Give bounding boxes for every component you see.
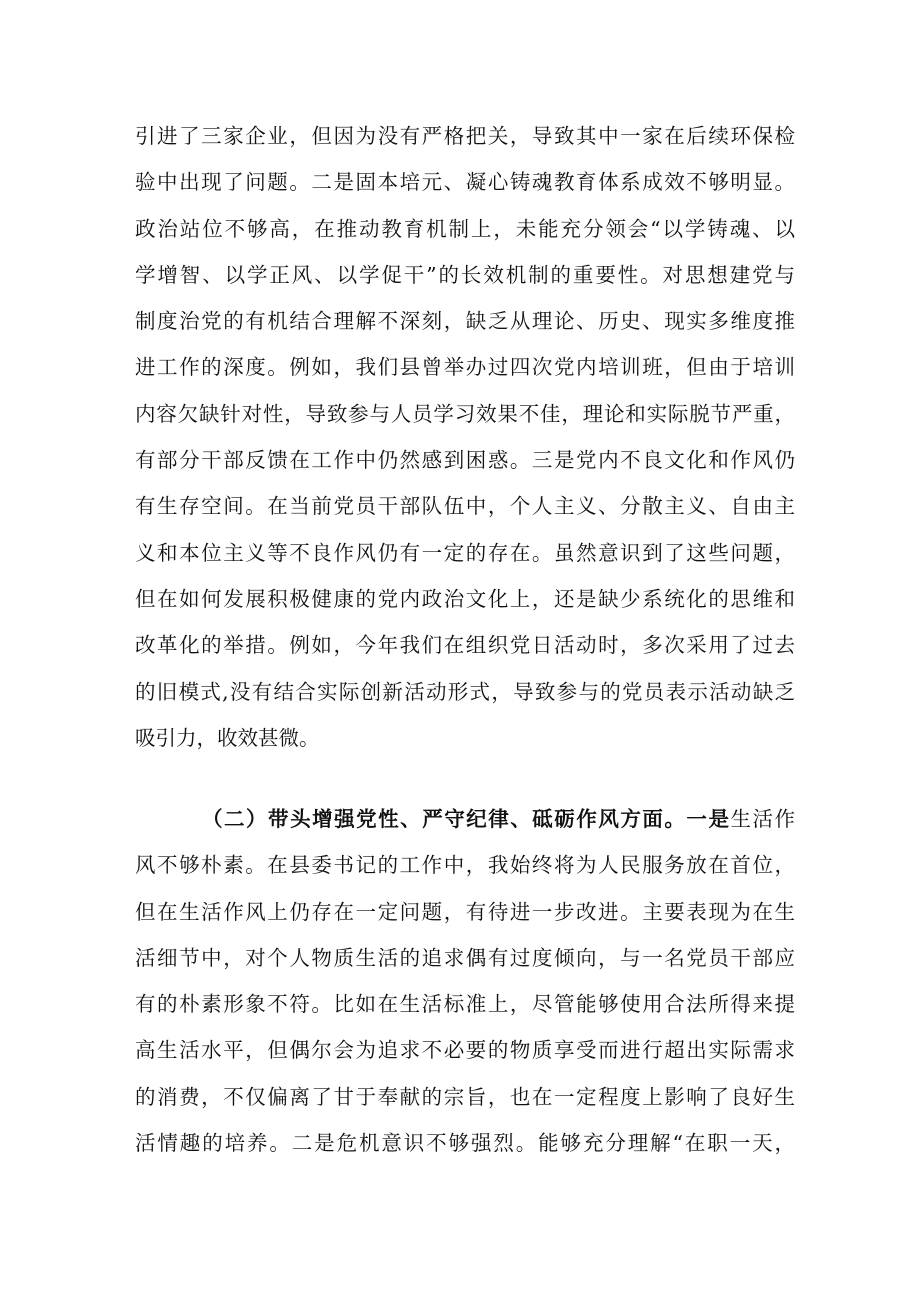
- text-line: 学增智、以学正风、以学促干”的长效机制的重要性。对思想建党与: [135, 262, 795, 287]
- paragraph-2-first-line: [135, 796, 795, 842]
- text-line: 的旧模式,没有结合实际创新活动形式，导致参与的党员表示活动缺乏: [135, 679, 795, 704]
- text-line: 有生存空间。在当前党员干部队伍中，个人主义、分散主义、自由主: [135, 494, 795, 519]
- text-line: 吸引力，收效甚微。: [135, 725, 320, 750]
- text-line: 政治站位不够高，在推动教育机制上，未能充分领会“以学铸魂、以: [135, 216, 795, 241]
- text-line: 内容欠缺针对性，导致参与人员学习效果不佳，理论和实际脱节严重，: [135, 401, 795, 426]
- text-line: 有的朴素形象不符。比如在生活标准上，尽管能够使用合法所得来提: [135, 992, 795, 1017]
- text-line: 高生活水平，但偶尔会为追求不必要的物质享受而进行超出实际需求: [135, 1038, 795, 1063]
- text-line: 有部分干部反馈在工作中仍然感到困惑。三是党内不良文化和作风仍: [135, 448, 795, 473]
- text-line: 验中出现了问题。二是固本培元、凝心铸魂教育体系成效不够明显。: [135, 170, 795, 195]
- text-line: 的消费，不仅偏离了甘于奉献的宗旨，也在一定程度上影响了良好生: [135, 1084, 795, 1109]
- paragraph-2: [135, 796, 795, 1166]
- text-line: 活细节中，对个人物质生活的追求偶有过度倾向，与一名党员干部应: [135, 945, 795, 970]
- text-line: 进工作的深度。例如，我们县曾举办过四次党内培训班，但由于培训: [135, 355, 795, 380]
- text-line: 风不够朴素。在县委书记的工作中，我始终将为人民服务放在首位，: [135, 853, 795, 878]
- text-line: 活情趣的培养。二是危机意识不够强烈。能够充分理解“在职一天，: [135, 1131, 795, 1156]
- section-heading: （二）带头增强党性、严守纪律、砥砺作风方面。一是: [202, 807, 731, 831]
- text-line: 义和本位主义等不良作风仍有一定的存在。虽然意识到了这些问题，: [135, 540, 795, 565]
- heading-continuation: 生活作: [730, 807, 796, 831]
- paragraph-1: [135, 113, 795, 761]
- text-line: 制度治党的有机结合理解不深刻，缺乏从理论、历史、现实多维度推: [135, 309, 795, 334]
- text-line: 但在如何发展积极健康的党内政治文化上，还是缺少系统化的思维和: [135, 586, 795, 611]
- text-line: 引进了三家企业，但因为没有严格把关，导致其中一家在后续环保检: [135, 124, 795, 148]
- text-line: 改革化的举措。例如，今年我们在组织党日活动时，多次采用了过去: [135, 633, 795, 658]
- text-line: 但在生活作风上仍存在一定问题，有待进一步改进。主要表现为在生: [135, 899, 795, 924]
